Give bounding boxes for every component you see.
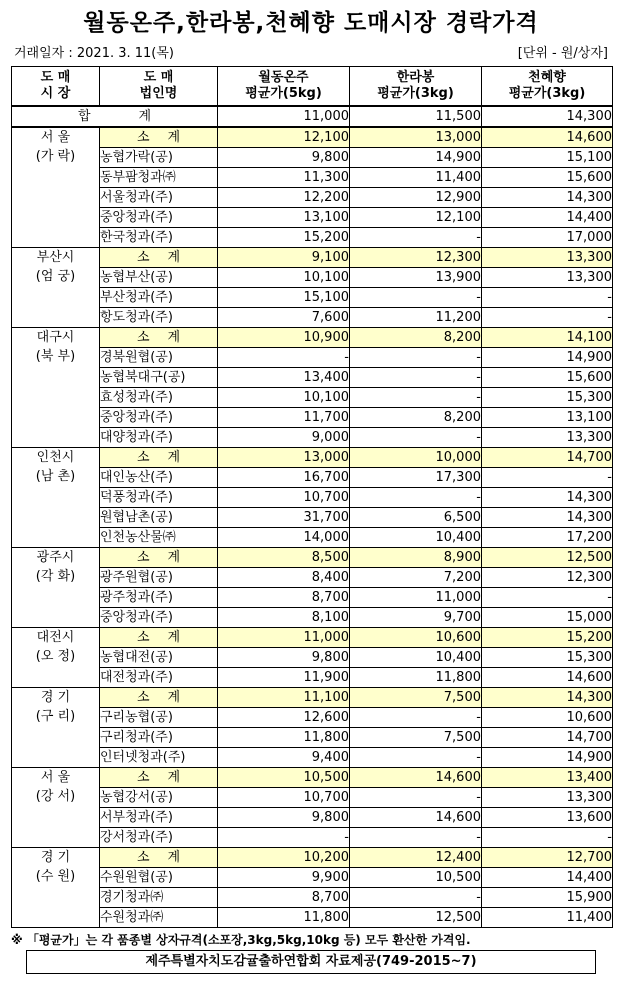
price-value-2: - [350,828,482,848]
price-value-2: - [350,228,482,248]
corp-name: 소계 [100,768,218,788]
corp-name: 소계 [100,628,218,648]
corp-name: 광주청과(주) [100,588,218,608]
price-value-2: - [350,888,482,908]
price-value-3: 17,000 [482,228,613,248]
subtotal-row [12,328,613,348]
market-name: 대구시 [36,330,75,345]
corp-name: 농협강서(공) [100,788,218,808]
price-value-2: 8,200 [350,408,482,428]
table-row [12,388,613,408]
price-value-2: - [350,428,482,448]
table-row [12,568,613,588]
market-cell [12,328,100,448]
price-value-3: 13,400 [482,768,613,788]
price-value-2: 12,100 [350,208,482,228]
price-value-3: 12,700 [482,848,613,868]
price-value-2: 10,000 [350,448,482,468]
table-row [12,268,613,288]
price-value-1: 11,000 [218,628,350,648]
price-value-1: 11,100 [218,688,350,708]
price-value-2: 11,200 [350,308,482,328]
price-value-1: 15,100 [218,288,350,308]
corp-name: 원협남촌(공) [100,508,218,528]
subtotal-row [12,127,613,148]
price-value-1: 10,700 [218,788,350,808]
price-value-3: 13,300 [482,248,613,268]
price-value-3: 12,300 [482,568,613,588]
corp-name: 경북원협(공) [100,348,218,368]
market-name: (남 촌) [35,469,76,484]
price-value-1: 9,800 [218,648,350,668]
corp-name: 인터넷청과(주) [100,748,218,768]
price-value-2: 12,500 [350,908,482,928]
price-value-1: 8,700 [218,588,350,608]
market-name: (북 부) [35,349,76,364]
corp-name: 덕풍청과(주) [100,488,218,508]
table-row [12,868,613,888]
price-value-3: 14,300 [482,188,613,208]
price-value-2: - [350,708,482,728]
price-value-3: 15,300 [482,648,613,668]
market-name: 서 울 [40,130,71,145]
price-value-3: 14,900 [482,748,613,768]
market-cell [12,448,100,548]
price-value-1: 12,200 [218,188,350,208]
price-value-2: - [350,288,482,308]
subtotal-row [12,248,613,268]
price-value-1: 9,400 [218,748,350,768]
price-value-1: 11,900 [218,668,350,688]
price-value-2: 7,200 [350,568,482,588]
price-value-1: 10,100 [218,388,350,408]
price-value-2: 12,900 [350,188,482,208]
price-value-3: 15,200 [482,628,613,648]
market-name: 부산시 [36,250,75,265]
market-cell [12,127,100,248]
corp-name: 한국청과(주) [100,228,218,248]
price-value-1: 8,100 [218,608,350,628]
unit-label: [단위 - 원/상자] [517,46,608,61]
price-value-1: 9,800 [218,808,350,828]
price-value-2: 14,600 [350,808,482,828]
price-value-2: 10,400 [350,648,482,668]
price-value-1: 15,200 [218,228,350,248]
corp-name: 중앙청과(주) [100,208,218,228]
price-value-2: 11,400 [350,168,482,188]
price-value-2: - [350,348,482,368]
market-name: (수 원) [35,869,76,884]
corp-name: 소계 [100,448,218,468]
corp-name: 대양청과(주) [100,428,218,448]
price-value-1: 10,900 [218,328,350,348]
table-row [12,228,613,248]
table-row [12,728,613,748]
price-value-1: 13,400 [218,368,350,388]
price-value-1: 8,400 [218,568,350,588]
table-row [12,348,613,368]
market-name: 대전시 [36,630,75,645]
price-value-3: 10,600 [482,708,613,728]
corp-name: 대전청과(주) [100,668,218,688]
price-value-3: 14,600 [482,127,613,148]
table-row [12,188,613,208]
price-value-2: 17,300 [350,468,482,488]
price-value-2: 8,900 [350,548,482,568]
price-value-3: 13,300 [482,428,613,448]
price-value-1: 11,800 [218,908,350,928]
price-value-3: 15,600 [482,368,613,388]
price-value-3: - [482,468,613,488]
price-value-3: - [482,288,613,308]
table-row [12,608,613,628]
price-value-2: 12,300 [350,248,482,268]
corp-name: 중앙청과(주) [100,608,218,628]
price-value-3: 14,600 [482,668,613,688]
price-table [11,66,613,928]
page-title: 월동온주,한라봉,천혜향 도매시장 경락가격 [83,10,539,36]
price-value-2: 8,200 [350,328,482,348]
price-value-1: 11,700 [218,408,350,428]
corp-name: 인천농산물㈜ [100,528,218,548]
price-value-2: 7,500 [350,728,482,748]
total-label: 합계 [12,106,218,127]
market-name: 경 기 [40,850,71,865]
price-value-1: 9,900 [218,868,350,888]
price-value-2: 14,600 [350,768,482,788]
table-row [12,888,613,908]
corp-name: 광주원협(공) [100,568,218,588]
price-value-1: - [218,348,350,368]
corp-name: 소계 [100,248,218,268]
market-name: (가 락) [35,149,76,164]
table-row [12,708,613,728]
total-value-3: 14,300 [482,106,613,127]
trade-date: 거래일자 : 2021. 3. 11(목) [14,46,175,61]
corp-name: 수원원협(공) [100,868,218,888]
corp-name: 소계 [100,127,218,148]
price-value-1: 11,300 [218,168,350,188]
total-row [12,106,613,127]
corp-name: 서울청과(주) [100,188,218,208]
corp-name: 소계 [100,548,218,568]
subtotal-row [12,448,613,468]
table-row [12,648,613,668]
price-value-1: 7,600 [218,308,350,328]
price-value-2: 12,400 [350,848,482,868]
corp-name: 소계 [100,688,218,708]
corp-name: 농협가락(공) [100,148,218,168]
price-value-2: 13,000 [350,127,482,148]
source-footer: 제주특별자치도감귤출하연합회 자료제공(749-2015~7) [26,950,596,974]
price-value-3: 14,300 [482,508,613,528]
price-value-2: 6,500 [350,508,482,528]
price-value-3: 11,400 [482,908,613,928]
market-name: (구 리) [35,709,76,724]
table-row [12,788,613,808]
price-value-3: 14,900 [482,348,613,368]
price-value-2: 7,500 [350,688,482,708]
table-row [12,488,613,508]
price-value-1: 9,000 [218,428,350,448]
price-value-1: - [218,828,350,848]
price-value-1: 12,100 [218,127,350,148]
price-value-1: 8,500 [218,548,350,568]
price-value-3: 14,700 [482,448,613,468]
price-value-3: - [482,308,613,328]
corp-name: 동부팜청과㈜ [100,168,218,188]
table-row [12,908,613,928]
table-row [12,468,613,488]
table-row [12,828,613,848]
corp-name: 경기청과㈜ [100,888,218,908]
corp-name: 구리농협(공) [100,708,218,728]
header-corp: 도 매 법인명 [100,67,218,107]
price-value-2: 10,600 [350,628,482,648]
price-value-3: 12,500 [482,548,613,568]
price-value-1: 10,100 [218,268,350,288]
market-cell [12,548,100,628]
price-value-3: 14,400 [482,868,613,888]
price-value-3: 15,300 [482,388,613,408]
table-row [12,748,613,768]
price-value-1: 9,100 [218,248,350,268]
market-name: 광주시 [36,550,75,565]
market-name: 인천시 [36,450,75,465]
total-value-1: 11,000 [218,106,350,127]
table-row [12,588,613,608]
price-value-2: 10,400 [350,528,482,548]
corp-name: 부산청과(주) [100,288,218,308]
corp-name: 수원청과㈜ [100,908,218,928]
subtotal-row [12,548,613,568]
table-row [12,308,613,328]
price-value-3: 14,700 [482,728,613,748]
price-value-3: 13,600 [482,808,613,828]
price-value-3: 13,300 [482,268,613,288]
subtotal-row [12,628,613,648]
price-value-2: - [350,788,482,808]
price-value-2: 11,000 [350,588,482,608]
table-row [12,808,613,828]
price-value-2: 11,800 [350,668,482,688]
price-value-3: 15,100 [482,148,613,168]
header-market: 도 매 시 장 [12,67,100,107]
price-value-3: 15,600 [482,168,613,188]
header-col2: 한라봉 평균가(3kg) [350,67,482,107]
price-value-2: - [350,488,482,508]
price-value-1: 12,600 [218,708,350,728]
price-value-2: 10,500 [350,868,482,888]
price-value-2: 9,700 [350,608,482,628]
header-col3: 천혜향 평균가(3kg) [482,67,613,107]
price-value-2: 13,900 [350,268,482,288]
market-cell [12,848,100,928]
table-row [12,168,613,188]
price-value-1: 10,700 [218,488,350,508]
price-value-3: - [482,588,613,608]
corp-name: 농협대전(공) [100,648,218,668]
market-cell [12,688,100,768]
price-value-1: 8,700 [218,888,350,908]
price-value-1: 14,000 [218,528,350,548]
corp-name: 소계 [100,328,218,348]
price-value-3: 13,300 [482,788,613,808]
price-value-3: 14,400 [482,208,613,228]
price-value-3: 13,100 [482,408,613,428]
corp-name: 강서청과(주) [100,828,218,848]
corp-name: 농협북대구(공) [100,368,218,388]
corp-name: 농협부산(공) [100,268,218,288]
corp-name: 항도청과(주) [100,308,218,328]
market-cell [12,768,100,848]
price-value-3: 15,900 [482,888,613,908]
header-row [12,67,613,107]
market-name: (강 서) [35,789,76,804]
market-name: (각 화) [35,569,76,584]
market-name: 서 울 [40,770,71,785]
table-row [12,668,613,688]
table-row [12,408,613,428]
price-value-1: 9,800 [218,148,350,168]
price-value-1: 10,500 [218,768,350,788]
price-value-3: 15,000 [482,608,613,628]
price-value-2: - [350,368,482,388]
market-name: (오 정) [35,649,76,664]
corp-name: 중앙청과(주) [100,408,218,428]
price-value-1: 31,700 [218,508,350,528]
header-col1: 월동온주 평균가(5kg) [218,67,350,107]
corp-name: 구리청과(주) [100,728,218,748]
table-row [12,528,613,548]
price-value-1: 11,800 [218,728,350,748]
corp-name: 소계 [100,848,218,868]
corp-name: 서부청과(주) [100,808,218,828]
price-value-3: 17,200 [482,528,613,548]
market-name: (엄 궁) [35,269,76,284]
table-row [12,208,613,228]
market-cell [12,248,100,328]
price-value-3: 14,300 [482,688,613,708]
price-value-1: 13,100 [218,208,350,228]
subtotal-row [12,848,613,868]
table-row [12,368,613,388]
total-value-2: 11,500 [350,106,482,127]
table-row [12,288,613,308]
corp-name: 대인농산(주) [100,468,218,488]
price-value-1: 16,700 [218,468,350,488]
market-name: 경 기 [40,690,71,705]
corp-name: 효성청과(주) [100,388,218,408]
price-value-3: 14,100 [482,328,613,348]
price-value-2: 14,900 [350,148,482,168]
subtotal-row [12,688,613,708]
price-value-1: 13,000 [218,448,350,468]
price-value-2: - [350,388,482,408]
price-value-1: 10,200 [218,848,350,868]
table-row [12,428,613,448]
price-value-3: - [482,828,613,848]
footnote: ※ 「평균가」는 각 품종별 상자규격(소포장,3kg,5kg,10kg 등) 모두 환산한 가격임. [11,933,471,947]
price-value-3: 14,300 [482,488,613,508]
table-row [12,508,613,528]
table-row [12,148,613,168]
subtotal-row [12,768,613,788]
market-cell [12,628,100,688]
price-value-2: - [350,748,482,768]
